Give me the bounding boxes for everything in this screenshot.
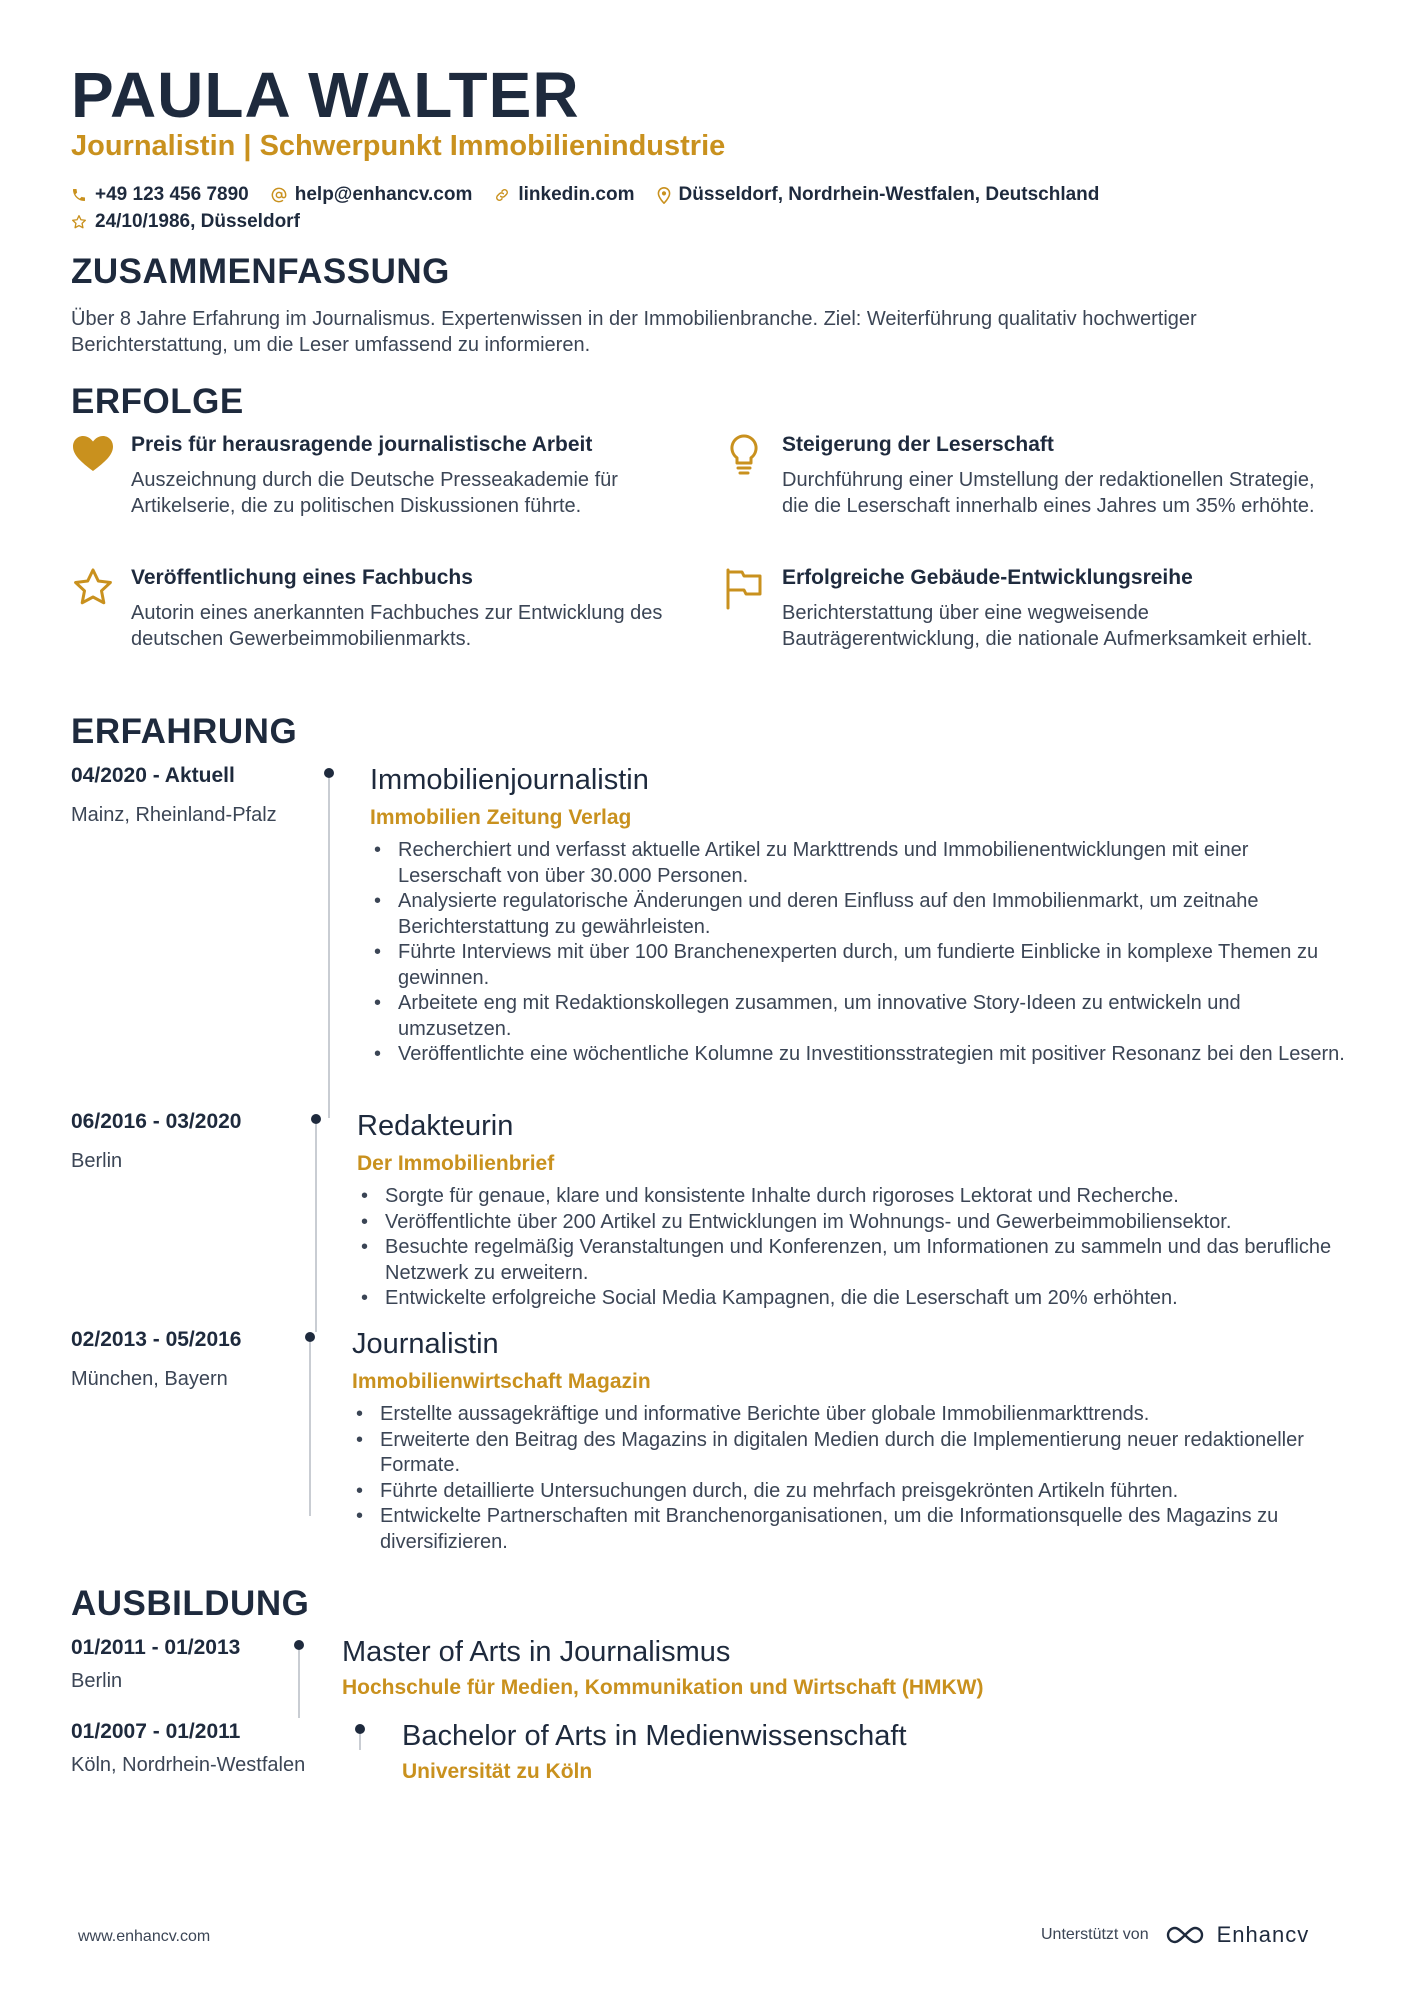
list-item: • Führte Interviews mit über 100 Branchenexperten durch, um fundierte Einblicke in komplexe Themen zu gewinnen.: [370, 940, 1350, 991]
job-location: Mainz, Rheinland-Pfalz: [71, 804, 277, 826]
timeline-dot: [305, 1332, 315, 1342]
location-text: Düsseldorf, Nordrhein-Westfalen, Deutschland: [678, 184, 1100, 205]
timeline-dot: [355, 1724, 365, 1734]
achievements-heading: ERFOLGE: [71, 382, 244, 421]
job-company: Immobilien Zeitung Verlag: [370, 806, 632, 829]
job-bullets: [370, 838, 1350, 1068]
list-item: • Entwickelte erfolgreiche Social Media Kampagnen, die die Leserschaft um 20% erhöhten.: [357, 1286, 1347, 1312]
edu-location: Köln, Nordrhein-Westfalen: [71, 1754, 306, 1776]
timeline-line: [298, 1650, 300, 1718]
star-icon: [71, 214, 87, 230]
contact-phone: [71, 184, 249, 206]
list-item: • Erweiterte den Beitrag des Magazins in digitalen Medien durch die Implementierung neuer redaktioneller Formate.: [352, 1428, 1352, 1479]
timeline-line: [359, 1734, 361, 1750]
job-date: 04/2020 - Aktuell: [71, 764, 235, 787]
flag-icon: [722, 566, 766, 610]
edu-date: 01/2011 - 01/2013: [71, 1636, 241, 1659]
lightbulb-icon: [722, 433, 766, 477]
achievement-title: Erfolgreiche Gebäude-Entwicklungsreihe: [782, 566, 1193, 589]
job-company: Der Immobilienbrief: [357, 1152, 555, 1175]
list-item: • Veröffentlichte eine wöchentliche Kolumne zu Investitionsstrategien mit positiver Resonanz bei den Lesern.: [370, 1042, 1350, 1068]
job-role: Journalistin: [352, 1328, 499, 1360]
email-text[interactable]: help@enhancv.com: [294, 184, 473, 205]
job-bullets: [357, 1184, 1347, 1312]
achievement-title: Steigerung der Leserschaft: [782, 433, 1054, 456]
timeline-dot: [311, 1114, 321, 1124]
star-icon: [71, 566, 115, 610]
brand-name: Enhancv: [1216, 1922, 1310, 1947]
job-company: Immobilienwirtschaft Magazin: [352, 1370, 651, 1393]
job-role: Immobilienjournalistin: [370, 764, 649, 796]
job-bullets: [352, 1402, 1352, 1555]
list-item: • Arbeitete eng mit Redaktionskollegen zusammen, um innovative Story-Ideen zu entwickeln und umzusetzen.: [370, 991, 1350, 1042]
list-item: • Erstellte aussagekräftige und informative Berichte über globale Immobilienmarkttrends.: [352, 1402, 1352, 1428]
list-item: • Entwickelte Partnerschaften mit Branchenorganisationen, um die Informationsquelle des Magazins zu diversifizieren.: [352, 1504, 1352, 1555]
contact-info: [71, 182, 1121, 235]
contact-linkedin[interactable]: [494, 184, 634, 206]
edu-degree: Master of Arts in Journalismus: [342, 1636, 731, 1668]
summary-heading: ZUSAMMENFASSUNG: [71, 252, 450, 291]
birth-text: 24/10/1986, Düsseldorf: [95, 211, 300, 232]
timeline-line: [328, 778, 330, 1118]
job-date: 06/2016 - 03/2020: [71, 1110, 242, 1133]
list-item: • Veröffentlichte über 200 Artikel zu Entwicklungen im Wohnungs- und Gewerbeimmobiliensektor.: [357, 1210, 1347, 1236]
job-date: 02/2013 - 05/2016: [71, 1328, 242, 1351]
footer-website[interactable]: www.enhancv.com: [78, 1928, 211, 1945]
list-item: • Sorgte für genaue, klare und konsistente Inhalte durch rigoroses Lektorat und Recherche.: [357, 1184, 1347, 1210]
contact-email[interactable]: [271, 184, 473, 206]
phone-icon: [71, 187, 87, 203]
job-role: Redakteurin: [357, 1110, 514, 1142]
achievement-desc: Autorin eines anerkannten Fachbuches zur Entwicklung des deutschen Gewerbeimmobilienmarkts.: [131, 602, 663, 650]
achievement-title: Veröffentlichung eines Fachbuchs: [131, 566, 473, 589]
summary-text: Über 8 Jahre Erfahrung im Journalismus. Expertenwissen in der Immobilienbranche. Ziel: Weiterführung qualitativ hochwertiger Berichterstattung, um die Leser umfassend zu informieren.: [71, 308, 1197, 356]
candidate-name: PAULA WALTER: [71, 59, 580, 131]
edu-degree: Bachelor of Arts in Medienwissenschaft: [402, 1720, 907, 1752]
location-pin-icon: [657, 187, 671, 204]
link-icon: [494, 187, 510, 203]
job-location: Berlin: [71, 1150, 123, 1172]
achievement-desc: Durchführung einer Umstellung der redaktionellen Strategie, die die Leserschaft innerhalb eines Jahres um 35% erhöhte.: [782, 469, 1315, 517]
timeline-dot: [294, 1640, 304, 1650]
list-item: • Recherchiert und verfasst aktuelle Artikel zu Markttrends und Immobilienentwicklungen mit einer Leserschaft von über 30.000 Personen.: [370, 838, 1350, 889]
achievement-desc: Berichterstattung über eine wegweisende Bauträgerentwicklung, die nationale Aufmerksamkeit erhielt.: [782, 602, 1313, 650]
enhancv-logo-icon: [1163, 1924, 1207, 1946]
contact-birth: [71, 211, 300, 233]
contact-location: [657, 184, 1100, 206]
timeline-dot: [324, 768, 334, 778]
education-heading: AUSBILDUNG: [71, 1584, 310, 1623]
footer-branding: [1041, 1922, 1309, 1948]
heart-icon: [71, 433, 115, 477]
experience-heading: ERFAHRUNG: [71, 712, 298, 751]
list-item: • Führte detaillierte Untersuchungen durch, die zu mehrfach preisgekrönten Artikeln führten.: [352, 1479, 1352, 1505]
achievement-desc: Auszeichnung durch die Deutsche Presseakademie für Artikelserie, die zu politischen Diskussionen führte.: [131, 469, 618, 517]
list-item: • Analysierte regulatorische Änderungen und deren Einfluss auf den Immobilienmarkt, um zeitnahe Berichterstattung zu gewährleisten.: [370, 889, 1350, 940]
achievement-title: Preis für herausragende journalistische Arbeit: [131, 433, 593, 456]
edu-school: Hochschule für Medien, Kommunikation und Wirtschaft (HMKW): [342, 1676, 984, 1699]
job-location: München, Bayern: [71, 1368, 228, 1390]
linkedin-text[interactable]: linkedin.com: [518, 184, 635, 205]
timeline-line: [309, 1342, 311, 1516]
edu-school: Universität zu Köln: [402, 1760, 593, 1783]
edu-location: Berlin: [71, 1670, 123, 1692]
powered-by-text: Unterstützt von: [1041, 1926, 1149, 1943]
list-item: • Besuchte regelmäßig Veranstaltungen und Konferenzen, um Informationen zu sammeln und das berufliche Netzwerk zu erweitern.: [357, 1235, 1347, 1286]
timeline-line: [315, 1124, 317, 1332]
candidate-title: Journalistin | Schwerpunkt Immobilienindustrie: [71, 130, 726, 162]
edu-date: 01/2007 - 01/2011: [71, 1720, 241, 1743]
at-icon: [271, 187, 287, 203]
phone-text: +49 123 456 7890: [95, 184, 249, 205]
